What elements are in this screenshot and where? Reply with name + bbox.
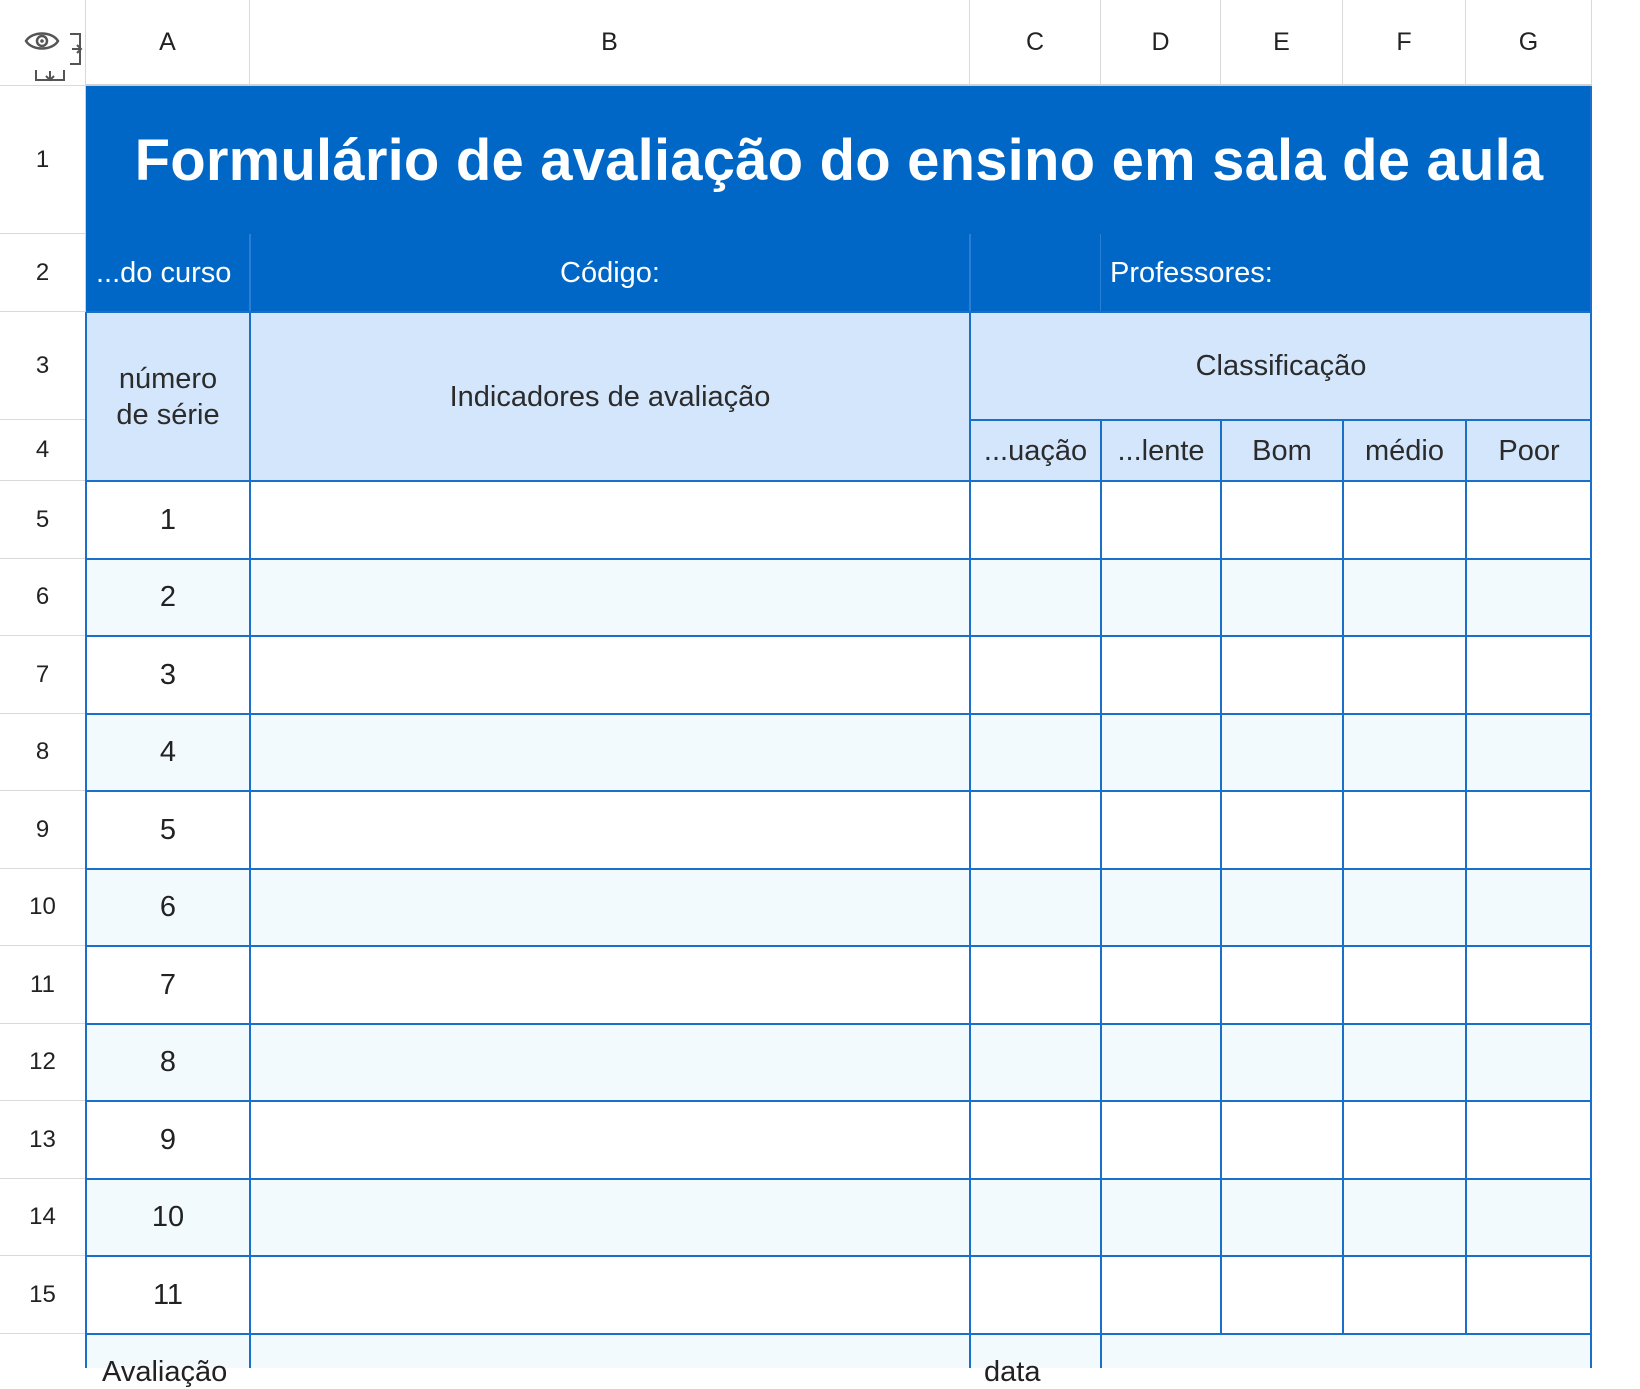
grid-line <box>86 311 1592 313</box>
serial-value: 3 <box>159 658 177 691</box>
teachers-cell[interactable] <box>1101 234 1592 312</box>
serial-value: 5 <box>159 813 177 846</box>
column-header-f[interactable]: F <box>1343 0 1466 86</box>
row-header-15[interactable]: 15 <box>0 1256 86 1334</box>
row-header-13[interactable]: 13 <box>0 1101 86 1179</box>
rating-label-f: médio <box>1365 434 1444 467</box>
rating-header-g[interactable] <box>1466 420 1592 481</box>
row2-divider-c <box>1100 234 1101 312</box>
row-header-6[interactable]: 6 <box>0 559 86 636</box>
serial-value: 11 <box>152 1278 184 1311</box>
row-header-3[interactable]: 3 <box>0 312 86 420</box>
sheet-title-cell[interactable] <box>86 86 1592 234</box>
footer-date-label: data <box>984 1356 1041 1388</box>
row-header-11[interactable]: 11 <box>0 946 86 1024</box>
grid-line <box>86 1023 1592 1025</box>
row2-divider-a <box>249 234 251 312</box>
grid-line <box>86 1333 1592 1335</box>
row-header-10[interactable]: 10 <box>0 869 86 946</box>
serial-value: 10 <box>151 1201 185 1233</box>
grid-line <box>86 635 1592 637</box>
serial-value: 1 <box>159 503 177 536</box>
eye-icon[interactable] <box>24 28 60 54</box>
table-row <box>86 946 1592 1024</box>
row-header-8[interactable]: 8 <box>0 714 86 791</box>
serial-value: 9 <box>159 1123 177 1156</box>
grid-line <box>970 419 1592 421</box>
table-row <box>86 559 1592 636</box>
serial-cell[interactable] <box>86 714 250 791</box>
row-header-12[interactable]: 12 <box>0 1024 86 1101</box>
table-row <box>86 636 1592 714</box>
grid-line <box>86 480 1592 482</box>
rating-header-d[interactable] <box>1101 420 1221 481</box>
table-row <box>86 1256 1592 1334</box>
grid-line <box>249 312 251 1368</box>
table-row <box>86 1179 1592 1256</box>
column-header-e[interactable]: E <box>1221 0 1343 86</box>
grid-line <box>1100 420 1102 1368</box>
table-row <box>86 1334 1592 1368</box>
column-header-d[interactable]: D <box>1101 0 1221 86</box>
serial-cell[interactable] <box>86 1101 250 1179</box>
classification-label: Classificação <box>1195 350 1367 382</box>
grid-line <box>86 713 1592 715</box>
grid-line <box>86 790 1592 792</box>
grid-line <box>86 1178 1592 1180</box>
serial-value: 4 <box>159 736 177 768</box>
row2-c-cell[interactable] <box>970 234 1101 312</box>
course-name-cell[interactable] <box>86 234 250 312</box>
row-header-9[interactable]: 9 <box>0 791 86 869</box>
indicators-header[interactable] <box>250 312 970 481</box>
row-header-4[interactable]: 4 <box>0 420 86 481</box>
serial-value: 7 <box>159 968 177 1001</box>
table-row <box>86 869 1592 946</box>
rating-label-d: ...lente <box>1117 434 1205 467</box>
row-header-1[interactable]: 1 <box>0 86 86 234</box>
serial-cell[interactable] <box>86 1179 250 1256</box>
table-row <box>86 1101 1592 1179</box>
serial-cell[interactable] <box>86 481 250 559</box>
grid-line <box>1590 86 1592 1368</box>
column-header-g[interactable]: G <box>1466 0 1592 86</box>
serial-value: 2 <box>159 581 177 613</box>
serial-value: 8 <box>159 1046 177 1078</box>
rating-label-e: Bom <box>1252 434 1312 467</box>
grid-line <box>86 868 1592 870</box>
serial-cell[interactable] <box>86 1024 250 1101</box>
serial-cell[interactable] <box>86 559 250 636</box>
teachers-label: Professores: <box>1110 256 1273 289</box>
table-row <box>86 791 1592 869</box>
row-header-2[interactable]: 2 <box>0 234 86 312</box>
serial-number-label: número de série <box>116 362 220 431</box>
row-header-16[interactable] <box>0 1334 86 1368</box>
grid-line <box>86 558 1592 560</box>
indicators-label: Indicadores de avaliação <box>449 380 771 413</box>
row-header-5[interactable]: 5 <box>0 481 86 559</box>
grid-line <box>86 1255 1592 1257</box>
rating-label-g: Poor <box>1498 434 1560 467</box>
column-header-b[interactable]: B <box>250 0 970 86</box>
grid-line <box>86 1100 1592 1102</box>
grid-line <box>969 312 971 1368</box>
table-row <box>86 1024 1592 1101</box>
rating-header-f[interactable] <box>1343 420 1466 481</box>
rating-label-c: ...uação <box>983 434 1088 467</box>
footer-evaluation-cell[interactable] <box>86 1334 250 1388</box>
table-row <box>86 714 1592 791</box>
row2-divider-b <box>969 234 971 312</box>
serial-cell[interactable] <box>86 791 250 869</box>
serial-value: 6 <box>159 891 177 923</box>
serial-cell[interactable] <box>86 946 250 1024</box>
column-header-a[interactable]: A <box>86 0 250 86</box>
serial-cell[interactable] <box>86 869 250 946</box>
table-row <box>86 481 1592 559</box>
footer-date-cell[interactable] <box>970 1334 1101 1388</box>
serial-cell[interactable] <box>86 1256 250 1334</box>
rating-header-c[interactable] <box>970 420 1101 481</box>
code-cell[interactable] <box>250 234 970 312</box>
classification-header[interactable] <box>970 312 1592 420</box>
rating-header-e[interactable] <box>1221 420 1343 481</box>
row-header-14[interactable]: 14 <box>0 1179 86 1256</box>
grid-line <box>86 945 1592 947</box>
code-label: Código: <box>560 256 660 289</box>
column-header-c[interactable]: C <box>970 0 1101 86</box>
grid-line <box>85 312 87 1368</box>
sheet-title: Formulário de avaliação do ensino em sala de aula <box>134 127 1544 193</box>
serial-cell[interactable] <box>86 636 250 714</box>
corner-cell <box>0 0 86 86</box>
course-name-label: ...do curso <box>96 256 232 289</box>
footer-evaluation-label: Avaliação <box>102 1356 228 1388</box>
serial-number-header[interactable] <box>86 312 250 481</box>
row-header-7[interactable]: 7 <box>0 636 86 714</box>
